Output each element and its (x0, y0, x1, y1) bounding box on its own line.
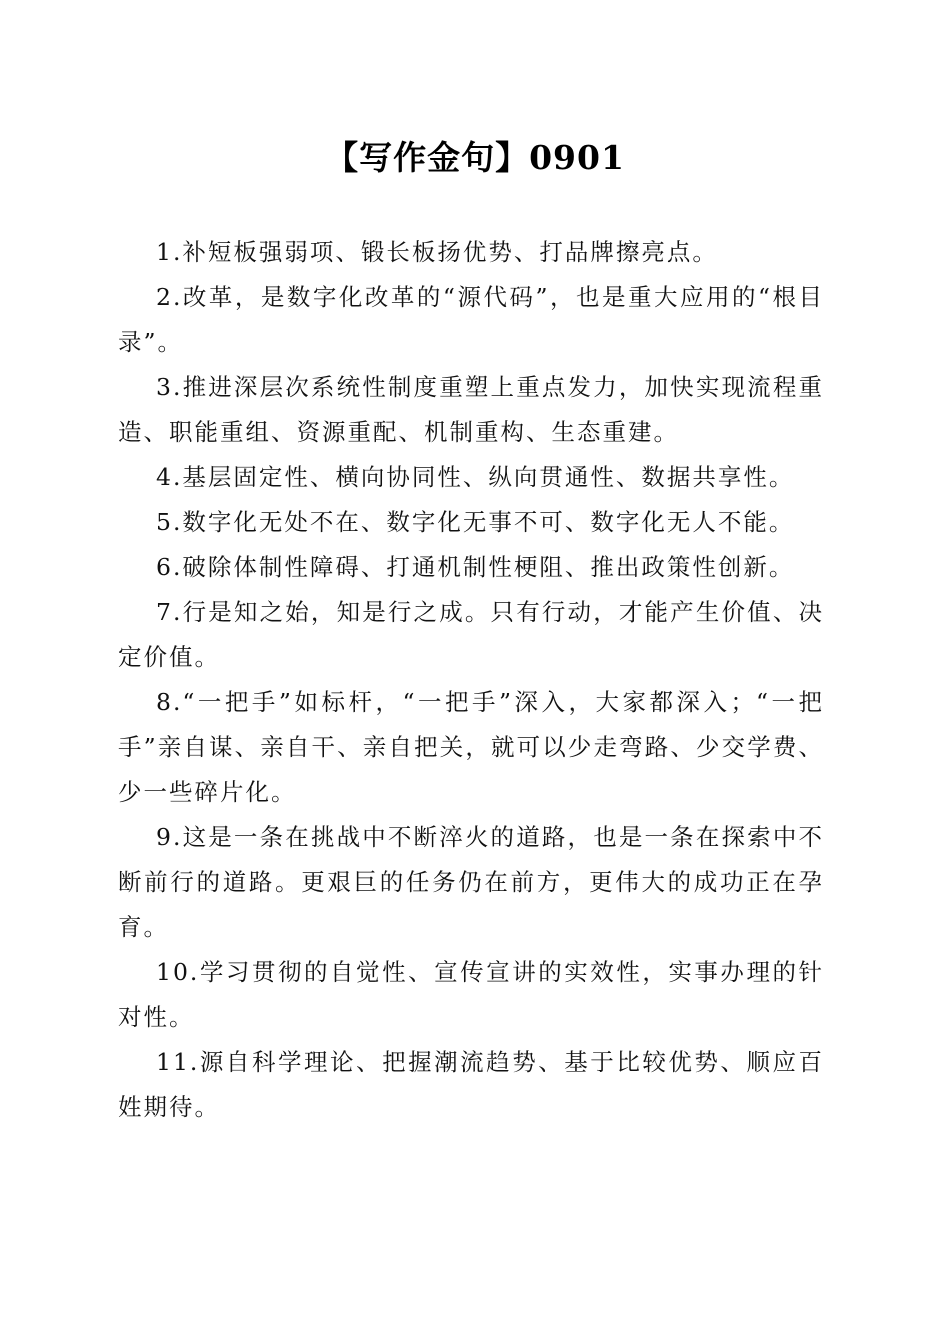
paragraph-5: 5.数字化无处不在、数字化无事不可、数字化无人不能。 (156, 508, 795, 536)
paragraph-9: 9.这是一条在挑战中不断淬火的道路，也是一条在探索中不断前行的道路。更艰巨的任务仍在前方，更伟大的成功正在孕育。 (118, 823, 824, 941)
paragraph-3: 3.推进深层次系统性制度重塑上重点发力，加快实现流程重造、职能重组、资源重配、机制重构、生态重建。 (118, 373, 824, 446)
paragraph-2: 2.改革，是数字化改革的“源代码”，也是重大应用的“根目录”。 (118, 283, 824, 356)
paragraph-8: 8.“一把手”如标杆，“一把手”深入，大家都深入；“一把手”亲自谋、亲自干、亲自把关，就可以少走弯路、少交学费、少一些碎片化。 (118, 688, 824, 806)
paragraph-7: 7.行是知之始，知是行之成。只有行动，才能产生价值、决定价值。 (118, 598, 824, 671)
paragraph-1: 1.补短板强弱项、锻长板扬优势、打品牌擦亮点。 (156, 238, 718, 266)
paragraph-11: 11.源自科学理论、把握潮流趋势、基于比较优势、顺应百姓期待。 (118, 1048, 824, 1121)
paragraph-6: 6.破除体制性障碍、打通机制性梗阻、推出政策性创新。 (156, 553, 795, 581)
paragraph-4: 4.基层固定性、横向协同性、纵向贯通性、数据共享性。 (156, 463, 795, 491)
paragraph-10: 10.学习贯彻的自觉性、宣传宣讲的实效性，实事办理的针对性。 (118, 958, 824, 1031)
document-body (118, 230, 824, 1130)
document-title: 【写作金句】0901 (325, 138, 625, 177)
